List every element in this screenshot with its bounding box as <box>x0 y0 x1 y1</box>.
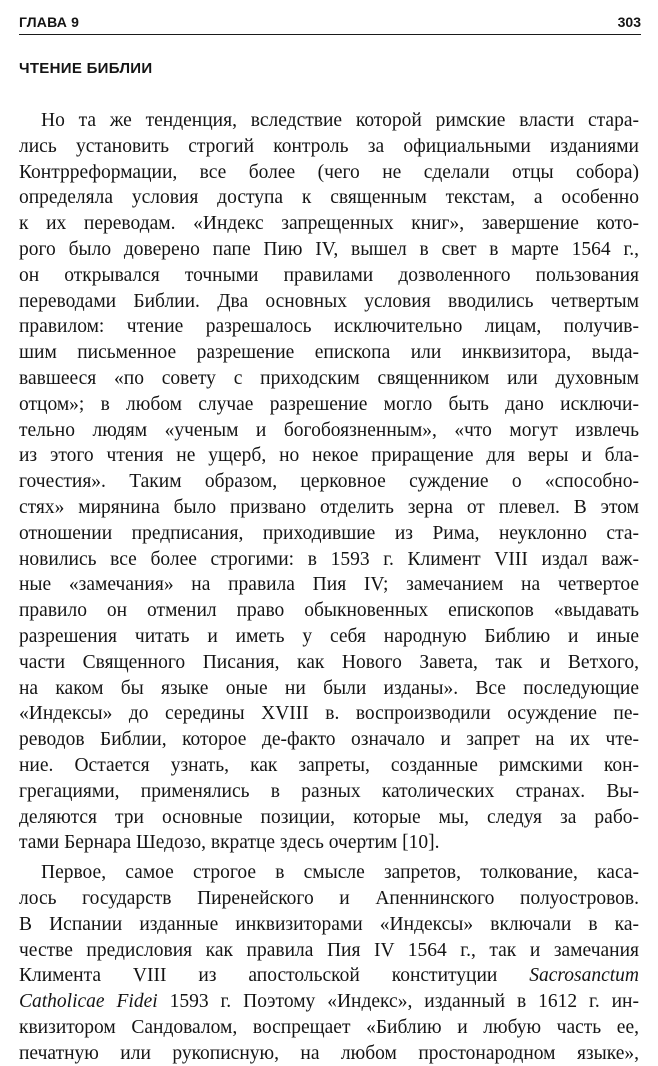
text-line: грегациями, применялись в разных католических странах. Вы- <box>19 780 639 802</box>
text-line: части Священного Писания, как Нового Завета, так и Ветхого, <box>19 651 639 673</box>
text-line: стях» мирянина было призвано отделить зерна от плевел. В этом <box>19 496 639 518</box>
text-line: ние. Остается узнать, как запреты, созданные римскими кон- <box>19 754 639 776</box>
text-line: он открывался точными правилами дозволенного пользования <box>19 264 639 286</box>
text-line: тельно людям «ученым и богобоязненным», «что могут извлечь <box>19 419 639 441</box>
text-line: лось государств Пиренейского и Апеннинского полуостровов. <box>19 887 639 909</box>
text-line: определяла условия доступа к священным текстам, а особенно <box>19 187 639 209</box>
body-text <box>19 108 639 1066</box>
text-line: правило он отменил право обыкновенных епископов «выдавать <box>19 600 639 622</box>
italic-title: Catholicae Fidei <box>19 991 158 1013</box>
text-line: правилом: чтение разрешалось исключительно лицам, получив- <box>19 316 639 338</box>
text-line: отношении предписания, приходившие из Рима, неуклонно ста- <box>19 522 639 544</box>
text-line: В Испании изданные инквизиторами «Индексы» включали в ка- <box>19 913 639 935</box>
text-line: переводами Библии. Два основных условия вводились четвертым <box>19 290 639 312</box>
text-line: на каком бы языке оные ни были изданы». Все последующие <box>19 677 639 699</box>
text-line: Но та же тенденция, вследствие которой римские власти стара- <box>41 110 639 131</box>
text-line: лись установить строгий контроль за официальными изданиями <box>19 135 639 157</box>
text-line: вавшееся «по совету с приходским священником или духовным <box>19 367 639 389</box>
text-line: Первое, самое строгое в смысле запретов, толкование, каса- <box>41 862 639 884</box>
text-line: шим письменное разрешение епископа или инквизитора, выда- <box>19 342 639 364</box>
text-line: квизитором Сандовалом, воспрещает «Библию и любую часть ее, <box>19 1016 639 1038</box>
text-line: Контрреформации, все более (чего не сделали отцы собора) <box>19 161 639 183</box>
text-line: «Индексы» до середины XVIII в. воспроизводили осуждение пе- <box>19 703 639 725</box>
text-line-mixed <box>19 989 639 1015</box>
text-line: гочестия». Таким образом, церковное суждение о «способно- <box>19 471 639 493</box>
text-line: ные «замечания» на правила Пия IV; замечанием на четвертое <box>19 574 639 596</box>
text-line: печатную или рукописную, на любом простонародном языке», <box>19 1042 639 1064</box>
text-line: к их переводам. «Индекс запрещенных книг», завершение кото- <box>19 213 639 235</box>
text-line-mixed <box>19 963 639 989</box>
paragraph <box>19 108 639 856</box>
paragraph <box>19 860 639 1066</box>
text-line: деляются три основные позиции, которые мы, следуя за рабо- <box>19 806 639 828</box>
chapter-label: ГЛАВА 9 <box>19 14 80 30</box>
text-run: 1593 г. Поэтому «Индекс», изданный в 1612 г. ин- <box>157 991 639 1013</box>
text-line: реводов Библии, которое де-факто означало и запрет на их чте- <box>19 729 639 751</box>
italic-title: Sacrosanctum <box>529 965 639 987</box>
text-line: отцом»; в любом случае разрешение могло быть дано исключи- <box>19 393 639 415</box>
text-line: рого было доверено папе Пию IV, вышел в свет в марте 1564 г., <box>19 238 639 260</box>
page-number: 303 <box>617 14 641 30</box>
text-run: Климента VIII из апостольской конституции <box>19 965 530 987</box>
text-line: тами Бернара Шедозо, вкратце здесь очертим [10]. <box>19 832 440 854</box>
running-head <box>19 12 641 35</box>
text-line: новились все более строгими: в 1593 г. Климент VIII издал важ- <box>19 548 639 570</box>
text-line: из этого чтения не ущерб, но некое приращение для веры и бла- <box>19 445 639 467</box>
text-line: честве предисловия как правила Пия IV 1564 г., так и замечания <box>19 939 639 961</box>
text-line: разрешения читать и иметь у себя народную Библию и иные <box>19 625 639 647</box>
section-heading: ЧТЕНИЕ БИБЛИИ <box>19 60 153 77</box>
